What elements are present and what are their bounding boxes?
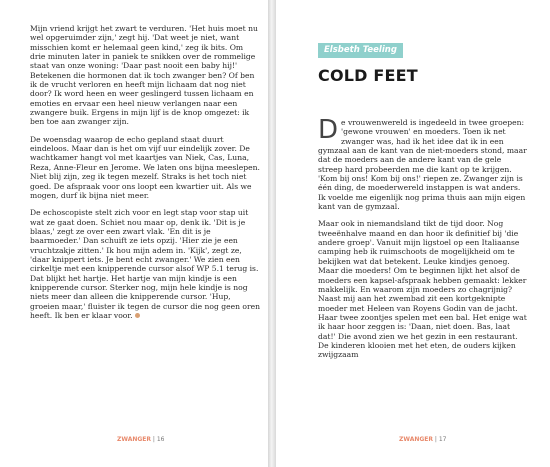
right-page-number: 17 xyxy=(438,436,447,443)
book-gutter xyxy=(268,0,276,467)
left-body-text xyxy=(30,24,260,328)
left-folio-sep: | xyxy=(151,436,157,443)
left-page xyxy=(0,0,268,467)
left-paragraph-3 xyxy=(30,208,260,320)
right-folio-book: ZWANGER xyxy=(399,436,434,443)
chapter-title: COLD FEET xyxy=(318,66,418,85)
left-paragraph-3-text: De echoscopiste stelt zich voor en legt stap voor stap uit wat ze gaat doen. Schiet nou maar op, denk ik. 'Dit is je blaas,' zegt ze over een zwart vlak. 'En dit is je baarmoeder.' Dan schuift ze iets opzij. 'Hier zie je een vruchtzakje zitten.' Ik hou mijn adem in. 'Kijk', zegt ze, 'daar knippert iets. Je bent echt zwanger.' We zien een cirkeltje met een knipperende cursor alsof WP 5.1 terug is. Dat blijkt het hartje. Het hartje van mijn kindje is een knipperende cursor. Sterker nog, mijn hele kindje is nog niets meer dan alleen die knipperende cursor. 'Hup, groeien maar,' fluister ik tegen de cursor die nog geen oren heeft. Ik ben er klaar voor. xyxy=(30,208,260,320)
left-paragraph-2: De woensdag waarop de echo gepland staat duurt eindeloos. Maar dan is het om vijf uur eindelijk zover. De wachtkamer hangt vol met kaartjes van Niek, Cas, Luna, Reza, Anne-Fleur en Jerome. We laten ons bijna meeslepen. Niet blij zijn, zeg ik tegen mezelf. Straks is het toch niet goed. De afspraak voor ons loopt een kwartier uit. Als we mogen, durf ik bijna niet meer. xyxy=(30,134,260,200)
left-paragraph-1: Mijn vriend krijgt het zwart te verduren. 'Het huis moet nu wel opgeruimder zijn,' zegt hij. 'Dat weet je niet, want misschien komt er helemaal geen kind,' zeg ik bits. Om drie minuten later in paniek te snikken over de rommelige staat van onze woning: 'Daar past nooit een baby hij!' Betekenen die hormonen dat ik toch zwanger ben? Of ben ik de vrucht verloren en heeft mijn lichaam dat nog niet door? Ik word heen en weer geslingerd tussen lichaam en emoties en ervaar een heel nieuw verlangen naar een zwangere buik. Ergens in mijn lijf is de knop omgezet: ik ben toe aan zwanger zijn. xyxy=(30,24,258,127)
right-folio-sep: | xyxy=(433,436,439,443)
right-page xyxy=(276,0,550,467)
left-page-number: 16 xyxy=(156,436,165,443)
left-folio xyxy=(117,436,165,443)
right-body-text xyxy=(318,115,528,368)
drop-cap: D xyxy=(318,115,339,145)
author-tag: Elsbeth Teeling xyxy=(318,43,403,58)
right-paragraph-2: Maar ook in niemandsland tikt de tijd door. Nog tweeënhalve maand en dan hoor ik definitief bij 'die andere groep'. Vanuit mijn ligstoel op een Italiaanse camping heb ik ruimschoots de mogelijkheid om te bekijken wat dat betekent. Leuke kindjes genoeg. Maar die moeders! Om te beginnen lijkt het alsof de moeders een kapsel-afspraak hebben gemaakt: lekker makkelijk. En waarom zijn moeders zo chagrijnig? Naast mij aan het zwembad zit een kortgeknipte moeder met Heleen van Royens Godin van de jacht. Haar twee zoontjes spelen met een bal. Het enige wat ik haar hoor zeggen is: 'Daan, niet doen. Bas, laat dat!' Die avond zien we het gezin in een restaurant. De kinderen klooien met het eten, de ouders kijken zwijgzaam xyxy=(318,219,527,360)
right-paragraph-1-text: e vrouwenwereld is ingedeeld in twee groepen: 'gewone vrouwen' en moeders. Toen ik net zwanger was, had ik het idee dat ik in een gymzaal aan de kant van de niet-moeders stond, maar dat de moeders aan de andere kant van de gele streep hard probeerden me die kant op te krijgen. 'Kom bij ons! Kom bij ons!' riepen ze. Zwanger zijn is één ding, de moederwereld instappen is wat anders. Ik voelde me eigenlijk nog prima thuis aan mijn eigen kant van de gymzaal. xyxy=(318,118,527,212)
right-folio xyxy=(399,436,447,443)
right-paragraph-1 xyxy=(318,115,528,212)
left-folio-book: ZWANGER xyxy=(117,436,152,443)
end-bullet-icon xyxy=(135,313,140,318)
